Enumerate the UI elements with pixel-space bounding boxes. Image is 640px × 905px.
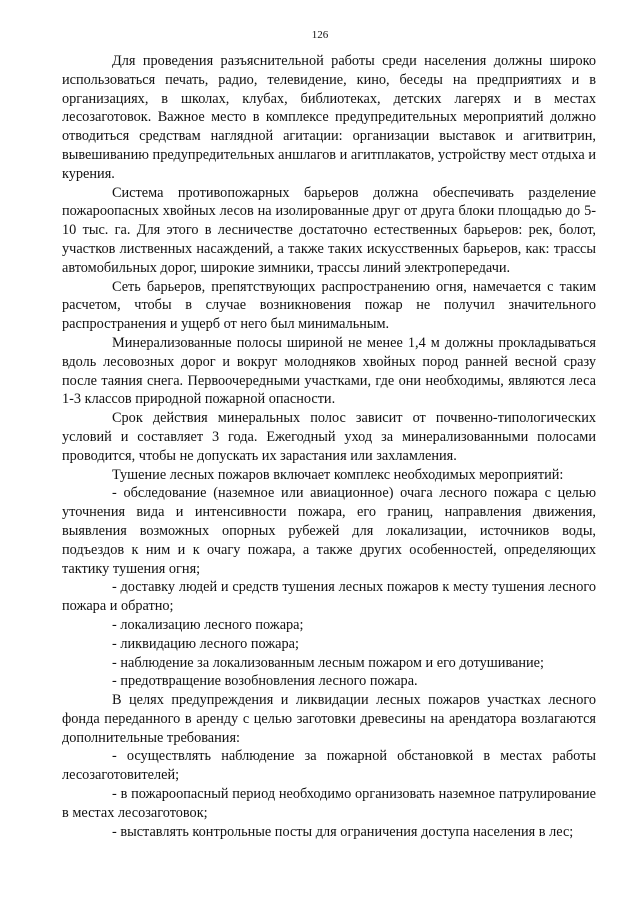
paragraph-mineralized-strips: Минерализованные полосы шириной не менее 1,4 м должны прокладываться вдоль лесовозных дорог и вокруг молодняков хвойных пород ранней весной сразу после таяния снега. Первоочередными участками, где они необходимы, являются леса 1-3 классов природной пожарной опасности.	[62, 334, 596, 408]
document-body	[62, 52, 596, 841]
list-item-liquidation: - ликвидацию лесного пожара;	[112, 635, 299, 652]
paragraph-barrier-network: Сеть барьеров, препятствующих распространению огня, намечается с таким расчетом, чтобы в случае возникновения пожар не получил значительного распространения и ущерб от него был минимальным.	[62, 278, 596, 333]
list-item-patrol: - в пожароопасный период необходимо организовать наземное патрулирование в местах лесозаготовок;	[62, 786, 596, 821]
list-item-localization: - локализацию лесного пожара;	[112, 616, 304, 633]
list-item-monitoring: - осуществлять наблюдение за пожарной обстановкой в местах работы лесозаготовителей;	[62, 748, 596, 784]
list-item-observation: - наблюдение за локализованным лесным пожаром и его дотушивание;	[112, 654, 544, 671]
paragraph-strip-duration: Срок действия минеральных полос зависит от почвенно-типологических условий и составляет 3 года. Ежегодный уход за минерализованными полосами проводится, чтобы не допускать их зарастания или захламления.	[62, 410, 596, 464]
list-item-prevention: - предотвращение возобновления лесного пожара.	[112, 673, 418, 690]
list-item-checkpoints: - выставлять контрольные посты для ограничения доступа населения в лес;	[112, 823, 574, 840]
paragraph-fire-barriers: Система противопожарных барьеров должна обеспечивать разделение пожароопасных хвойных лесов на изолированные друг от друга блоки площадью до 5-10 тыс. га. Для этого в лесничестве достаточно естественных барьеров: рек, болот, участков лиственных насаждений, а также таких искусственных барьеров, как: трассы автомобильных дорог, широкие зимники, трассы линий электропередачи.	[62, 184, 596, 276]
list-item-delivery: - доставку людей и средств тушения лесных пожаров к месту тушения лесного пожара и обратно;	[62, 579, 596, 615]
paragraph-firefighting-intro: Тушение лесных пожаров включает комплекс необходимых мероприятий:	[112, 466, 564, 483]
list-item-survey: - обследование (наземное или авиационное) очага лесного пожара с целью уточнения вида и интенсивности пожара, его границ, направления движения, выявления возможных опорных рубежей для локализации, источников воды, подъездов к ним и к очагу пожара, а также других особенностей, определяющих тактику тушения огня;	[62, 485, 596, 577]
paragraph-propaganda: Для проведения разъяснительной работы среди населения должны широко использоваться печать, радио, телевидение, кино, беседы на предприятиях и в организациях, в школах, клубах, библиотеках, детских лагерях и в местах лесозаготовок. Важное место в комплексе предупредительных мероприятий должно отводиться средствам наглядной агитации: организации выставок и агитвитрин, вывешиванию предупредительных аншлагов и агитплакатов, устройству мест отдыха и курения.	[62, 53, 596, 182]
page-number: 126	[311, 29, 329, 41]
paragraph-tenant-requirements: В целях предупреждения и ликвидации лесных пожаров участках лесного фонда переданного в аренду с целью заготовки древесины на арендатора возлагаются дополнительные требования:	[62, 692, 596, 746]
